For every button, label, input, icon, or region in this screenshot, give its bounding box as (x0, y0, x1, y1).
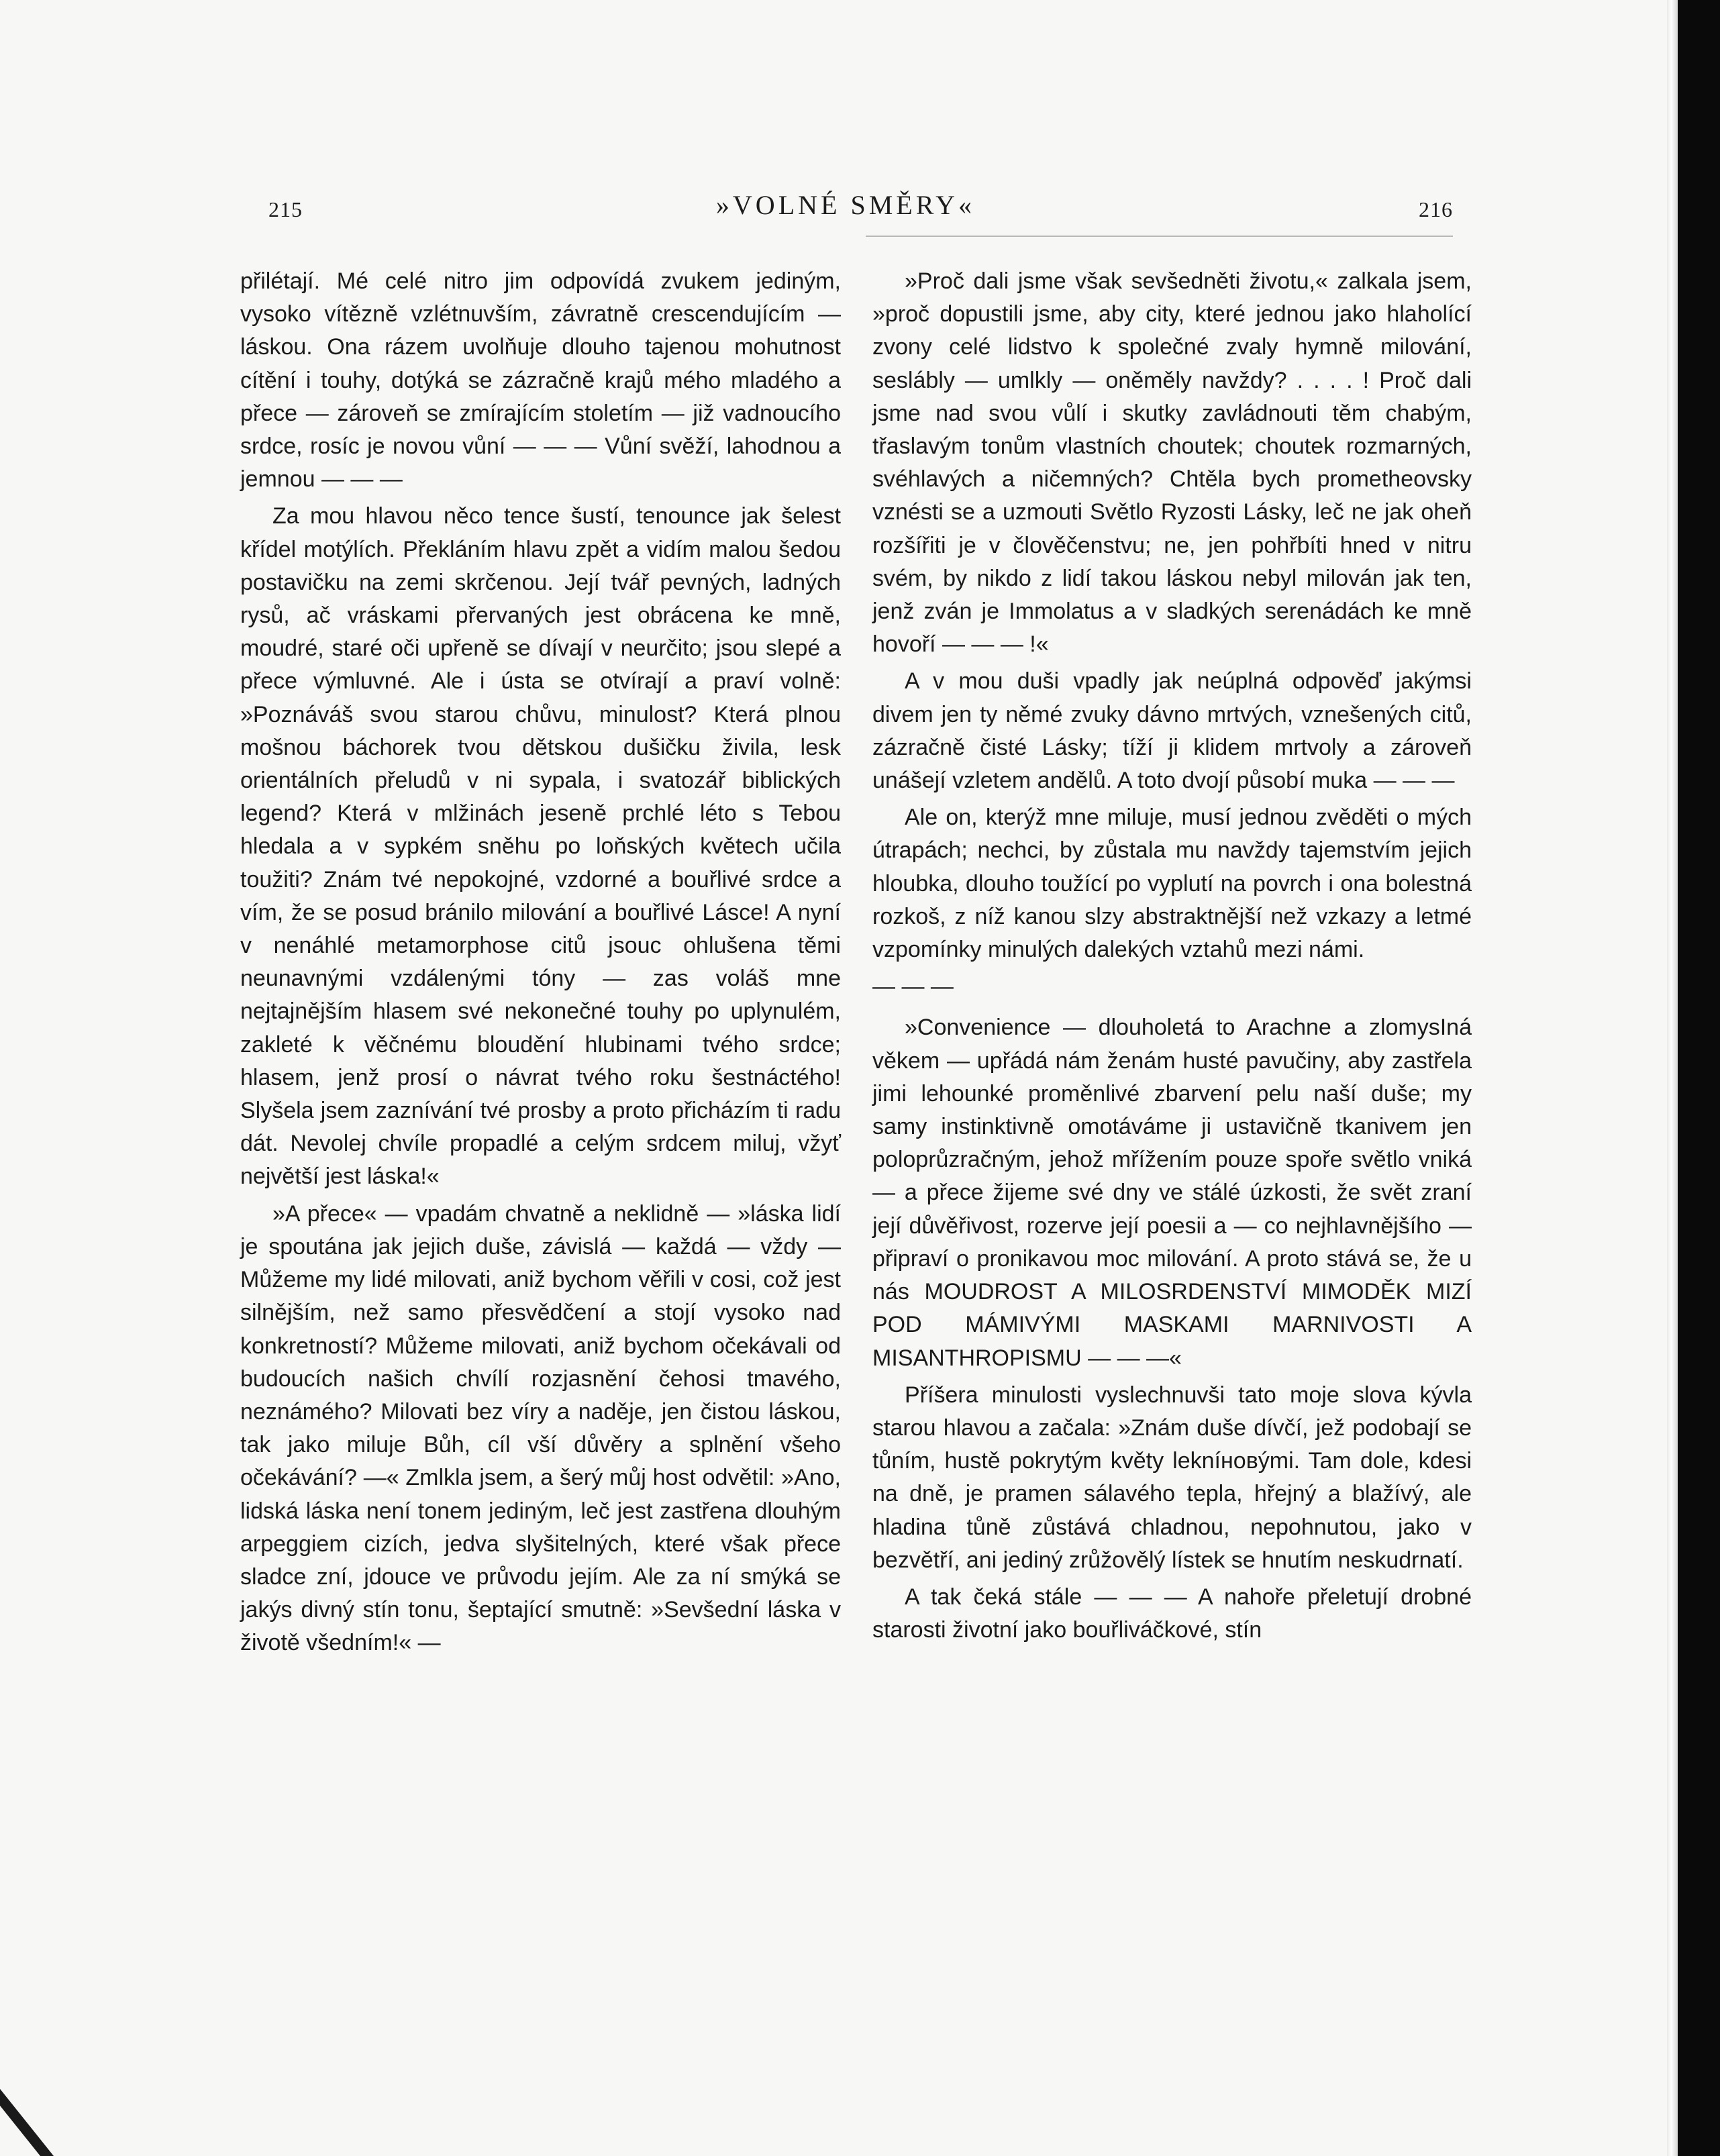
page-number-right: 216 (1419, 197, 1453, 221)
page-number-left: 215 (268, 197, 303, 221)
page-header (238, 189, 1453, 229)
paragraph: »Proč dali jsme však sevšedněti životu,« zalkala jsem, »proč dopustili jsme, aby city, které jednou jako hlaholící zvony celé lidstvo k společné zvaly hymně milování, seslábly — umlkly — oněměly navždy? . . . . ! Proč dali jsme nad svou vůlí i skutky zavládnouti těm chabým, třaslavým tonům vlastních choutek; choutek rozmarných, svéhlavých a ničemných? Chtěla bych prometheovsky vznésti se a uzmouti Světlo Ryzosti Lásky, leč ne jak oheň rozšířiti je v člověčenstvu; ne, jen pohřbíti hned v nitru svém, by nikdo z lidí takou láskou nebyl milován jak ten, jenž zván je Immolatus a v sladkých serenádách ke mně hovoří — — — !« (872, 268, 1472, 658)
scan-border (1678, 0, 1720, 2156)
paragraph: »Convenience — dlouholetá to Arachne a zlomysIná věkem — upřádá nám ženám husté pavučiny, aby zastřela jimi lehounké proměnlivé zbarvení pelu naší duše; my samy instinktivně omotáváme ji ustavičně tkanivem jen poloprůzračným, jehož mřížením pouze spoře světlo vniká — a přece žijeme své dny ve stálé úzkosti, že svět zraní její důvěřivost, rozerve její poesii a — co nejhlavnějšího — připraví o pronikavou moc milování. A proto stává se, že u nás MOUDROST A MILOSRDENSTVÍ MIMODĚK MIZÍ POD MÁMIVÝMI MASKAMI MARNIVOSTI A MISANTHROPISMU — — —« (872, 1015, 1472, 1371)
paragraph: A tak čeká stále — — — A nahoře přeletují drobné starosti životní jako bouřliváčkové, stín (872, 1584, 1472, 1643)
paragraph: Příšera minulosti vyslechnuvši tato moje slova kývla starou hlavou a začala: »Znám duše dívčí, jež podobají se tůním, hustě pokrytým květy lekníновými. Tam dole, kdesi na dně, je pramen sálavého tepla, hřejný a blažívý, ale hladina tůně zůstává chladnou, nepohnutou, jako v bezvětří, ani jediný zrůžovělý lístek se hnutím neskudrnatí. (872, 1382, 1472, 1573)
left-column (240, 265, 841, 1664)
paragraph: A v mou duši vpadly jak neúplná odpověď jakýmsi divem jen ty němé zvuky dávno mrtvých, vznešených citů, zázračně čisté Lásky; tíží ji klidem mrtvoly a zároveň unášejí vzletem andělů. A toto dvojí působí muka — — — (872, 668, 1472, 794)
paragraph: Za mou hlavou něco tence šustí, tenounce jak šelest křídel motýlích. Překláním hlavu zpět a vidím malou šedou postavičku na zemi skrčenou. Její tvář pevných, ladných rysů, ač vráskami přervaných jest obrácena ke mně, moudré, staré oči upřeně se dívají v neurčito; jsou slepé a přece výmluvné. Ale i ústa se otvírají a praví volně: »Poznáváš svou starou chůvu, minulost? Která plnou mošnou báchorek tvou dětskou dušičku živila, lesk orientálních přeludů v ni sypala, i svatozář biblických legend? Která v mlžinách jeseně prchlé léto s Tebou hledala a v sypkém sněhu po loňských květech učila toužiti? Znám tvé nepokojné, vzdorné a bouřlivé srdce a vím, že se posud bránilo milování a bouřlivé Lásce! A nyní v nenáhlé metamorphose citů jsouc ohlušena těmi neunavnými vzdálenými tóny — zas voláš mne nejtajnějším hlasem své nekonečné touhy po uplynulém, zakleté k věčnému bloudění hlubinami tvého srdce; hlasem, jenž prosí o návrat tvého roku šestnáctého! Slyšela jsem zaznívání tvé prosby a proto přicházím ti radu dát. Nevolej chvíle propadlé a celým srdcem miluj, vžyť největší jest láska!« (240, 503, 841, 1190)
page-edge (1667, 0, 1678, 2156)
paragraph: »A přece« — vpadám chvatně a neklidně — »láska lidí je spoutána jak jejich duše, závislá — každá — vždy — Můžeme my lidé milovati, aniž bychom věřili v cosi, což jest silnějším, než samo přesvědčení a stojí vysoko nad konkretností? Můžeme milovati, aniž bychom očekávali od budoucích našich chvílí rozjasnění čehosi tmavého, neznámého? Milovati bez víry a naděje, jen čistou láskou, tak jako miluje Bůh, cíl vší důvěry a splnění všeho očekávání? —« Zmlkla jsem, a šerý můj host odvětil: »Ano, lidská láska není tonem jediným, leč jest zastřena dlouhým arpeggiem cizích, jedva slyšitelných, které však přece sladce zní, jdouce ve průvodu jejím. Ale za ní smýká se jakýs divný stín tonu, šeptající smutně: »Sevšední láska v životě všedním!« — (240, 1200, 841, 1656)
paragraph: Ale on, kterýž mne miluje, musí jednou zvěděti o mých útrapách; nechci, by zůstala mu navždy tajemstvím jejich hloubka, dlouho toužící po vyplutí na povrch i ona bolestná rozkoš, z níž kanou slzy abstraktnější než vzkazy a letmé vzpomínky minulých dalekých vztahů mezi námi. (872, 805, 1472, 963)
right-column (872, 265, 1472, 1651)
paragraph: přilétají. Mé celé nitro jim odpovídá zvukem jediným, vysoko vítězně vzlétnuvším, závratně crescendujícím — láskou. Ona rázem uvolňuje dlouho tajenou mohutnost cítění i touhy, dotýká se zázračně krajů mého mladého a přece — zároveň se zmírajícím stoletím — již vadnoucího srdce, rosíc je novou vůní — — — Vůní svěží, lahodnou a jemnou — — — (240, 268, 841, 493)
header-rule (866, 236, 1453, 237)
section-break: — — — (872, 974, 954, 1000)
running-title: »VOLNÉ SMĚRY« (715, 190, 976, 220)
scan-corner-mark (0, 2075, 81, 2156)
